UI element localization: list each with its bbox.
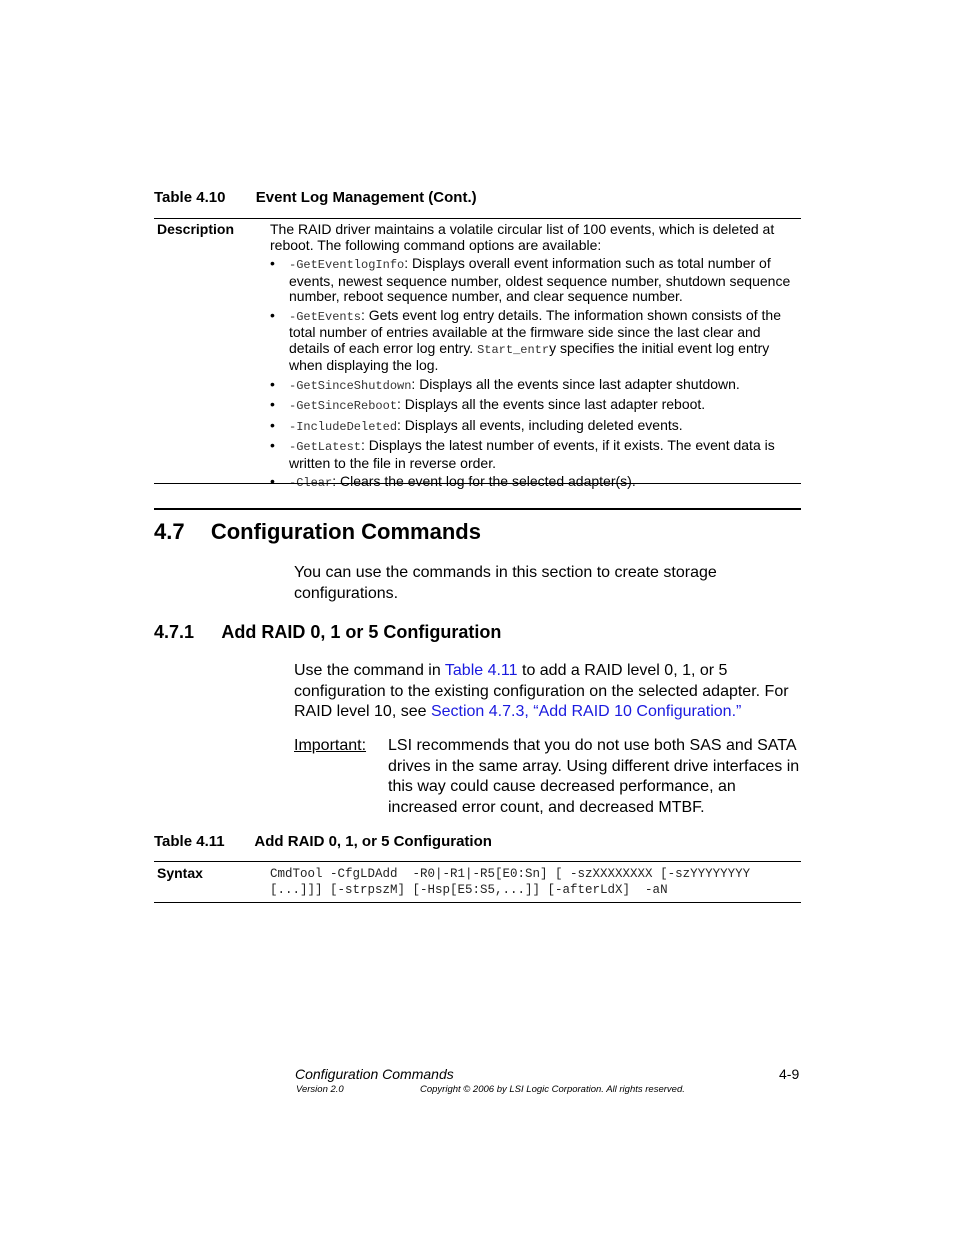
table-4-11-caption-number: Table 4.11 xyxy=(154,833,225,850)
command-option-list xyxy=(270,256,794,492)
section-body: You can use the commands in this section to create storage configurations. xyxy=(294,564,717,602)
subsection-body xyxy=(294,661,800,723)
command-name: -GetEventlogInfo xyxy=(289,258,405,272)
command-name: -GetLatest xyxy=(289,440,362,454)
table-4-11-link[interactable]: Table 4.11 xyxy=(444,662,518,679)
command-name: -GetEvents xyxy=(289,309,362,324)
table-4-10-caption-number: Table 4.10 xyxy=(154,189,226,206)
table-4-11-bottom-rule xyxy=(154,902,801,903)
section-title: Configuration Commands xyxy=(210,519,481,544)
subsection-number: 4.7.1 xyxy=(154,622,195,642)
parameter-name: Start_entr xyxy=(477,342,550,357)
table-4-10-description xyxy=(270,221,794,492)
command-description-cont: y specifies the initial event log entry when displaying the log. xyxy=(289,339,770,373)
list-item xyxy=(270,256,794,305)
description-intro: The RAID driver maintains a volatile circular list of 100 events, which is deleted at reboot. The following command options are available: xyxy=(270,221,775,253)
footer-version: Version 2.0 xyxy=(296,1084,344,1095)
subsection-heading xyxy=(154,622,501,643)
footer-copyright: Copyright © 2006 by LSI Logic Corporation. All rights reserved. xyxy=(420,1084,685,1095)
command-name: -Clear xyxy=(289,476,333,490)
table-4-11-row-label: Syntax xyxy=(157,865,203,881)
command-description: : Displays all the events since last adapter reboot. xyxy=(397,396,706,412)
subsection-title: Add RAID 0, 1 or 5 Configuration xyxy=(221,622,502,642)
table-4-10-bottom-rule xyxy=(154,483,801,484)
table-4-10-caption xyxy=(154,189,477,206)
section-heading xyxy=(154,519,481,545)
footer-title: Configuration Commands xyxy=(295,1066,454,1082)
important-note: LSI recommends that you do not use both SAS and SATA drives in the same array. Using different drive interfaces in this way could cause decreased performance, an increased error count, and decreased MTBF. xyxy=(388,737,800,816)
table-4-11-caption-title: Add RAID 0, 1, or 5 Configuration xyxy=(254,833,492,850)
list-item xyxy=(270,308,794,374)
list-item xyxy=(270,377,794,395)
page-number: 4-9 xyxy=(779,1066,800,1082)
list-item xyxy=(270,418,794,436)
syntax-line-2: [...]]] [-strpszM] [-Hsp[E5:S5,...]] [-afterLdX] -aN xyxy=(270,883,668,897)
command-name: -GetSinceShutdown xyxy=(289,378,412,393)
body-text: to add a RAID level 0, 1, or 5 configuration to the existing configuration on the selected adapter. For RAID level 10, see xyxy=(294,662,789,720)
syntax-line-1: CmdTool -CfgLDAdd -R0|-R1|-R5[E0:Sn] [ -szXXXXXXXX [-szYYYYYYYY xyxy=(270,867,751,881)
command-name: -GetSinceReboot xyxy=(289,399,398,413)
table-4-10-top-rule xyxy=(154,218,801,219)
table-4-11-caption xyxy=(154,833,492,850)
command-description: : Displays overall event information such as total number of events, newest sequence number, oldest sequence number, shutdown sequence number, reboot sequence number, and clear sequence number. xyxy=(289,255,791,304)
section-number: 4.7 xyxy=(154,519,185,544)
command-description: : Displays the latest number of events, if it exists. The event data is written to the file in reverse order. xyxy=(289,437,775,471)
command-description: : Displays all events, including deleted events. xyxy=(397,416,683,433)
command-name: -IncludeDeleted xyxy=(289,419,398,434)
table-4-10-caption-title: Event Log Management (Cont.) xyxy=(255,189,477,206)
command-description: : Clears the event log for the selected adapter(s). xyxy=(332,473,636,489)
section-4-7-3-link[interactable]: Section 4.7.3, “Add RAID 10 Configuration.” xyxy=(430,703,742,720)
important-label: Important: xyxy=(294,737,367,754)
body-text: Use the command in xyxy=(294,662,445,679)
command-description: : Displays all the events since last adapter shutdown. xyxy=(411,375,740,392)
table-4-10-row-label: Description xyxy=(157,221,235,237)
table-4-11-top-rule xyxy=(154,861,801,862)
list-item xyxy=(270,438,794,471)
list-item xyxy=(270,397,794,415)
command-description: : Gets event log entry details. The information shown consists of the total number of entries available at the firmware side since the last clear and details of each error log entry. xyxy=(289,306,781,356)
section-divider xyxy=(154,508,801,510)
